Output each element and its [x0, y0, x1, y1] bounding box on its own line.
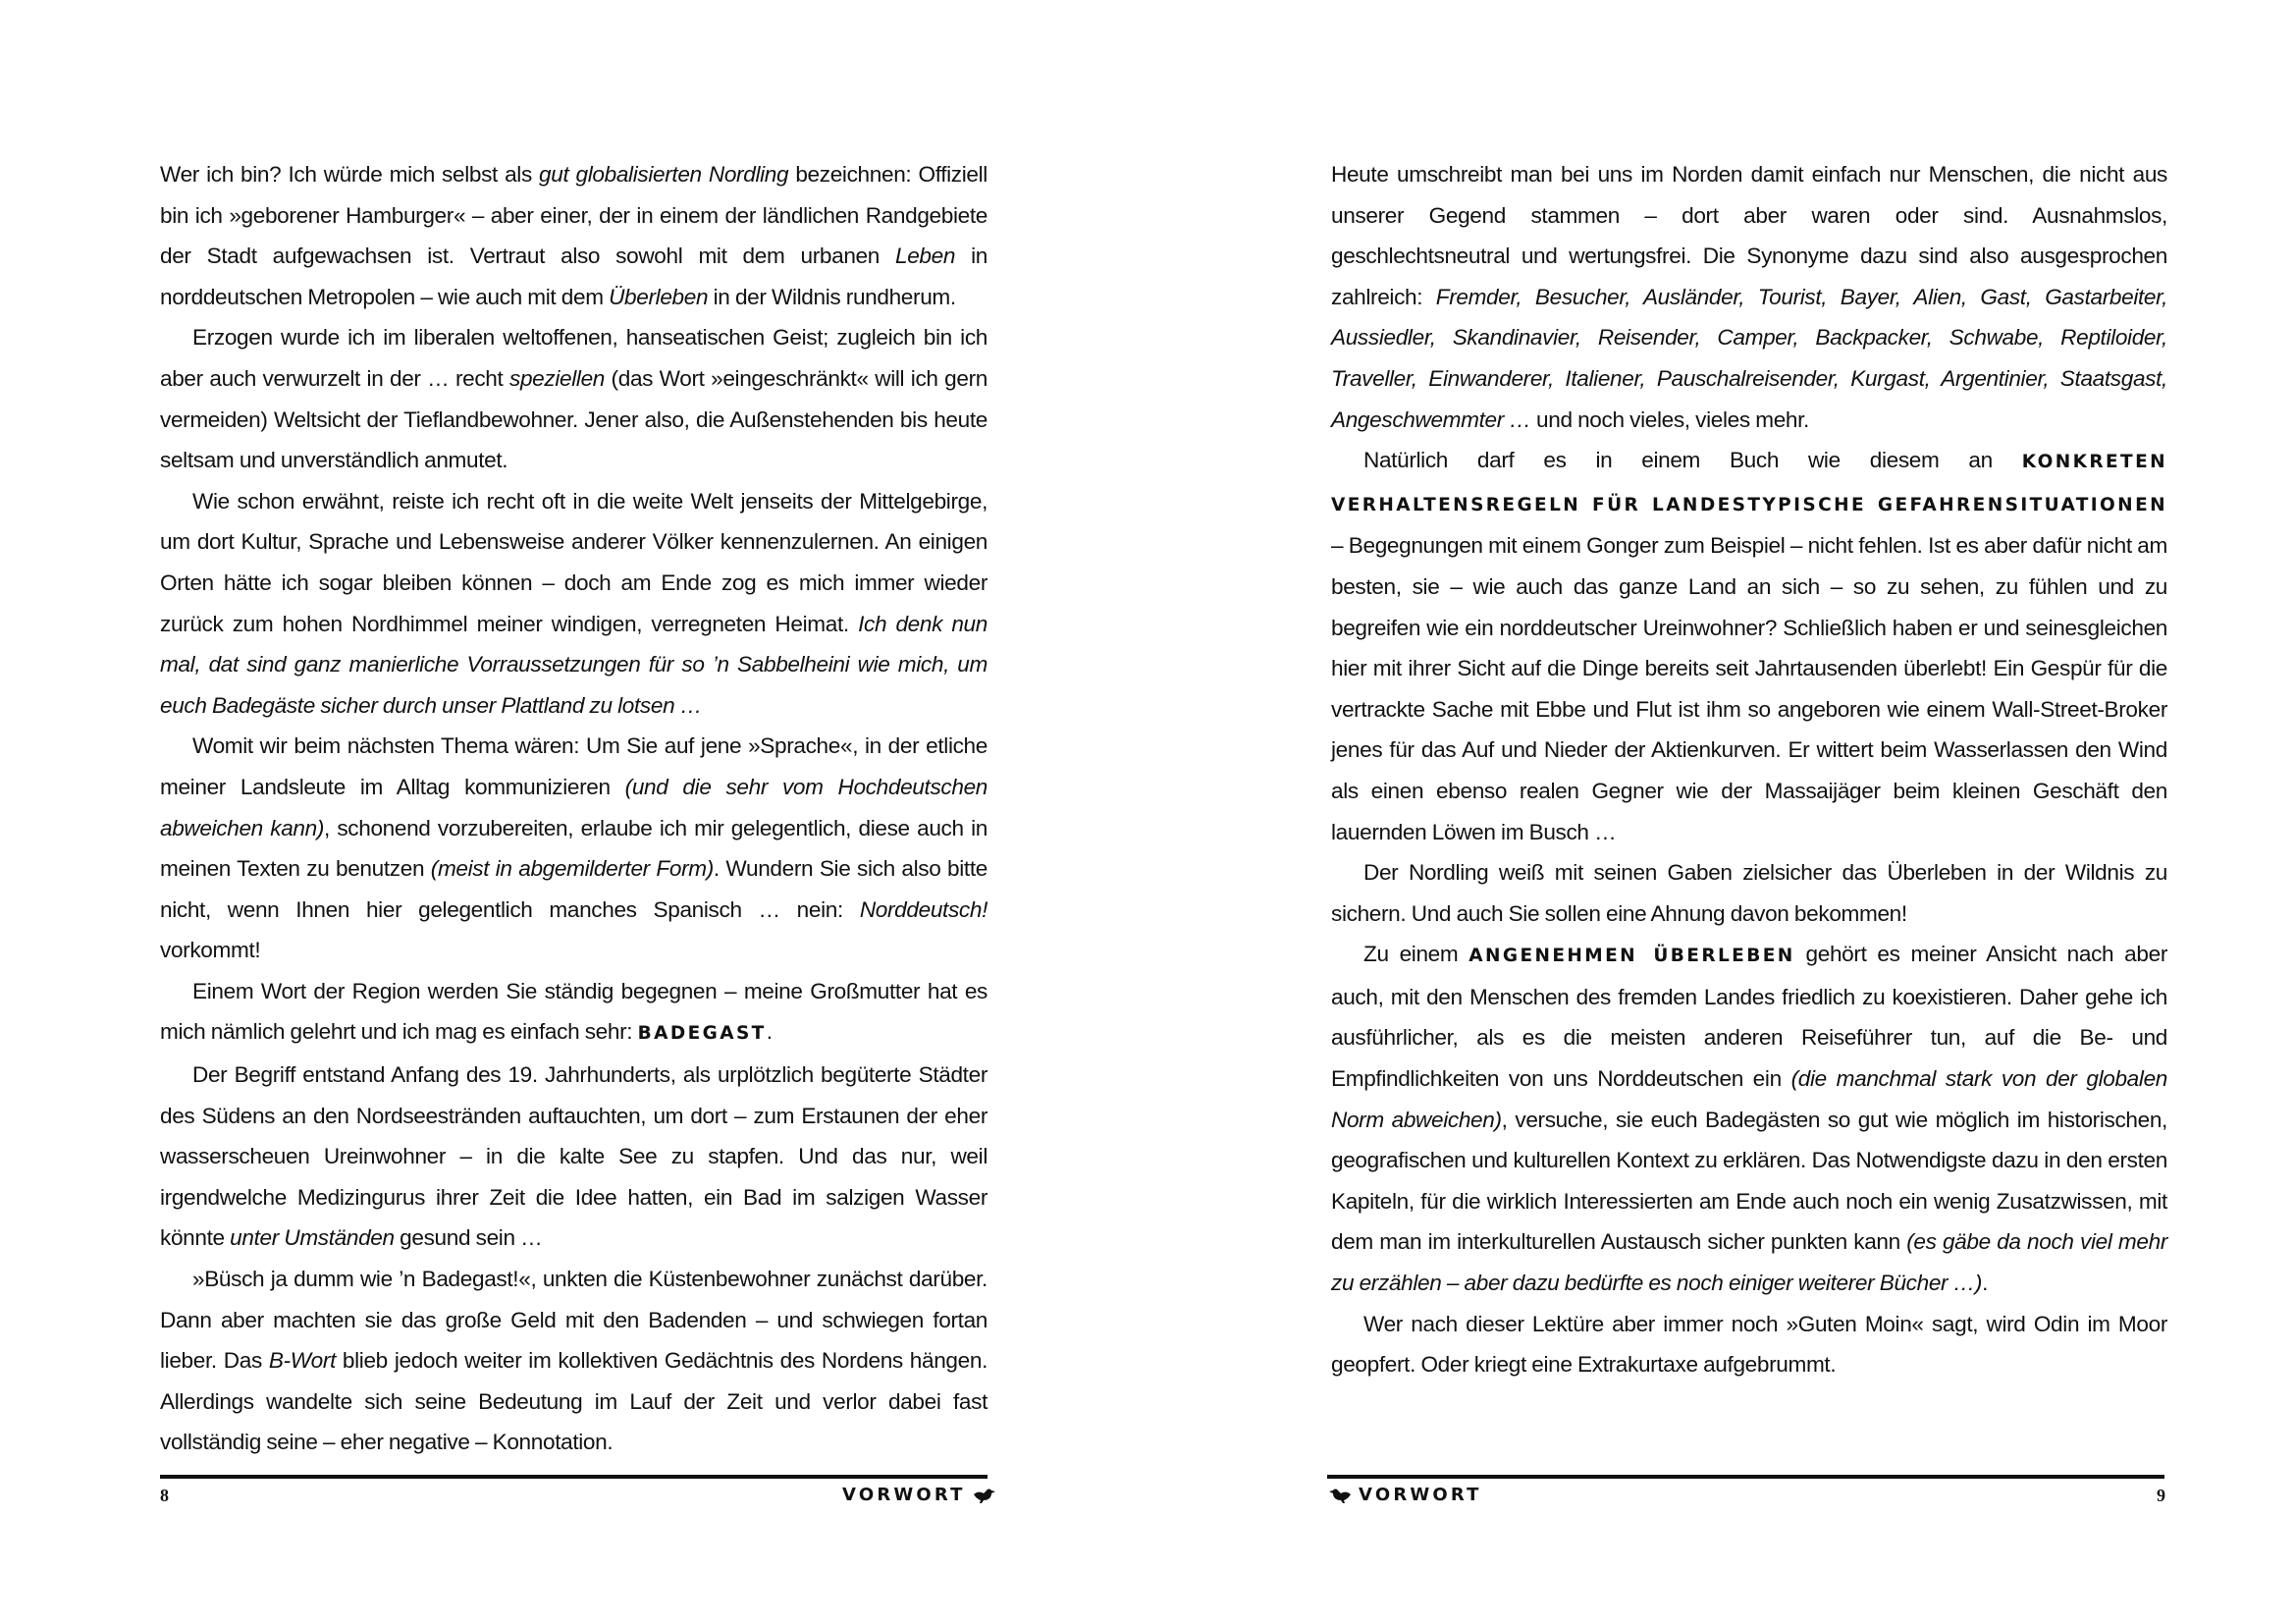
footer-rule — [1327, 1475, 2164, 1479]
text-run: Der Nordling weiß mit seinen Gaben zielsicher das Überleben in der Wildnis zu sichern. Und auch Sie sollen eine Ahnung davon bekommen! — [1331, 860, 2167, 926]
running-head — [842, 1485, 997, 1505]
text-run: Einem Wort der Region werden Sie ständig begegnen – meine Großmutter hat es mich nämlich gelehrt und ich mag es einfach sehr: — [160, 978, 988, 1045]
footer-rule — [160, 1475, 988, 1479]
text-run: Heute umschreibt man bei uns im Norden damit einfach nur Menschen, die nicht aus unserer Gegend stammen – dort aber waren oder sind. Ausnahmslos, geschlechtsneutral und wertungsfrei. Die Synonyme dazu sind also ausgesprochen zahlreich: — [1331, 162, 2167, 309]
text-run: und noch vieles, vieles mehr. — [1530, 406, 1809, 432]
text-run: , versuche, sie euch Badegästen so gut wie möglich im historischen, geografischen und kulturellen Kontext zu erklären. Das Notwendigste dazu in den ersten Kapiteln, für die wirklich Interessierten am Ende auch noch ein wenig Zusatzwissen, mit dem man im interkulturellen Austausch sicher punkten kann — [1331, 1107, 2167, 1255]
emphasis-caps: ANGENEHMEN ÜBERLEBEN — [1468, 946, 1795, 967]
left-body-text — [160, 154, 988, 1463]
page-number: 9 — [2157, 1486, 2165, 1505]
text-run: Natürlich darf es in einem Buch wie diesem an — [1363, 448, 2022, 473]
emphasis-italic: (es gäbe da noch viel mehr zu erzählen – aber dazu bedürfte es noch einiger weiterer Bücher …) — [1331, 1229, 2167, 1296]
right-body-text — [1331, 154, 2167, 1385]
emphasis-italic: gut globalisierten Nordling — [539, 162, 789, 187]
bird-icon — [1327, 1486, 1353, 1505]
paragraph — [160, 317, 988, 480]
text-run: . Wundern Sie sich also bitte nicht, wenn Ihnen hier gelegentlich manches Spanisch … nein: — [160, 856, 988, 922]
text-run: . — [1982, 1271, 1988, 1296]
emphasis-italic: Norddeutsch! — [859, 896, 988, 922]
paragraph — [160, 1055, 988, 1259]
emphasis-italic: (meist in abgemilderter Form) — [430, 856, 714, 882]
emphasis-italic: unter Umständen — [230, 1225, 395, 1251]
text-run: gehört es meiner Ansicht nach aber auch, mit den Menschen des fremden Landes friedlich zu koexistieren. Daher gehe ich ausführlicher, als es die meisten anderen Reiseführer tun, auf die Be- und Empfindlichkeiten von uns Norddeutschen ein — [1331, 942, 2167, 1092]
text-run: Der Begriff entstand Anfang des 19. Jahrhunderts, als urplötzlich begüterte Städter des Südens an den Nordseestränden auftauchten, um dort – zum Erstaunen der eher wasserscheuen Ureinwohner – in die kalte See zu stapfen. Und das nur, weil irgendwelche Medizingurus ihrer Zeit die Idee hatten, ein Bad im salzigen Wasser könnte — [160, 1062, 988, 1251]
paragraph — [1331, 1304, 2167, 1385]
paragraph — [160, 971, 988, 1055]
text-run: blieb jedoch weiter im kollektiven Gedächtnis des Nordens hängen. Allerdings wandelte sich seine Bedeutung im Lauf der Zeit und verlor dabei fast vollständig seine – eher negative – Konnotation. — [160, 1348, 988, 1455]
paragraph — [1331, 440, 2167, 852]
text-run: Womit wir beim nächsten Thema wären: Um Sie auf jene »Sprache«, in der etliche meiner Landsleute im Alltag kommunizieren — [160, 733, 988, 799]
paragraph — [160, 154, 988, 317]
emphasis-italic: Überleben — [609, 284, 709, 309]
right-page — [1148, 0, 2296, 1624]
paragraph — [160, 1259, 988, 1463]
emphasis-italic: (und die sehr vom Hochdeutschen abweichen kann) — [160, 774, 988, 840]
text-run: bezeichnen: Offiziell bin ich »geborener Hamburger« – aber einer, der in einem der ländlichen Randgebiete der Stadt aufgewachsen ist. Vertraut also sowohl mit dem urbanen — [160, 162, 988, 269]
text-run: Zu einem — [1363, 942, 1469, 967]
text-run: , schonend vorzubereiten, erlaube ich mir gelegentlich, diese auch in meinen Texten zu benutzen — [160, 815, 988, 882]
text-run: Wer nach dieser Lektüre aber immer noch »Guten Moin« sagt, wird Odin im Moor geopfert. Oder kriegt eine Extrakurtaxe aufgebrummt. — [1331, 1311, 2167, 1378]
text-run: (das Wort »eingeschränkt« will ich gern vermeiden) Weltsicht der Tieflandbewohner. Jener also, die Außenstehenden bis heute seltsam und unverständlich anmutet. — [160, 365, 988, 473]
page-number: 8 — [160, 1486, 169, 1505]
emphasis-caps: KONKRETEN VERHALTENSREGELN FÜR LANDESTYPISCHE GEFAHRENSITUATIONEN — [1331, 452, 2167, 515]
text-run: Wie schon erwähnt, reiste ich recht oft in die weite Welt jenseits der Mittelgebirge, um dort Kultur, Sprache und Lebensweise anderer Völker kennenzulernen. An einigen Orten hätte ich sogar bleiben können – doch am Ende zog es mich immer wieder zurück zum hohen Nordhimmel meiner windigen, verregneten Heimat. — [160, 488, 988, 636]
text-run: »Büsch ja dumm wie ’n Badegast!«, unkten die Küstenbewohner zunächst darüber. Dann aber machten sie das große Geld mit den Badenden – und schwiegen fortan lieber. Das — [160, 1267, 988, 1374]
emphasis-italic: Fremder, Besucher, Ausländer, Tourist, Bayer, Alien, Gast, Gastarbeiter, Aussiedler, Skandinavier, Reisender, Camper, Backpacker, Schwabe, Reptiloider, Traveller, Einwanderer, Italiener, Pauschalreisender, Kurgast, Argentinier, Staatsgast, Angeschwemmter … — [1331, 284, 2167, 432]
emphasis-italic: Ich denk nun mal, dat sind ganz manierliche Vorraussetzungen für so ’n Sabbelheini wie mich, um euch Badegäste sicher durch unser Plattland zu lotsen … — [160, 611, 988, 718]
emphasis-italic: speziellen — [509, 365, 605, 391]
bird-icon — [972, 1486, 997, 1505]
text-run: Wer ich bin? Ich würde mich selbst als — [160, 162, 540, 187]
emphasis-italic: B-Wort — [268, 1348, 336, 1374]
running-head-label: VORWORT — [842, 1485, 966, 1505]
paragraph — [1331, 934, 2167, 1303]
text-run: in norddeutschen Metropolen – wie auch mit dem — [160, 244, 988, 309]
text-run: Erzogen wurde ich im liberalen weltoffenen, hanseatischen Geist; zugleich bin ich aber auch verwurzelt in der … recht — [160, 325, 988, 391]
paragraph — [1331, 154, 2167, 440]
running-head — [1327, 1485, 1482, 1505]
text-run: . — [766, 1019, 773, 1045]
paragraph — [160, 726, 988, 971]
paragraph — [1331, 852, 2167, 934]
text-run: – Begegnungen mit einem Gonger zum Beispiel – nicht fehlen. Ist es aber dafür nicht am besten, sie – wie auch das ganze Land an sich – so zu sehen, zu fühlen und zu begreifen wie ein norddeutscher Ureinwohner? Schließlich haben er und seinesgleichen hier mit ihrer Sicht auf die Dinge bereits seit Jahrtausenden überlebt! Ein Gespür für die vertrackte Sache mit Ebbe und Flut ist ihm so angeboren wie einem Wall-Street-Broker jenes für das Auf und Nieder der Aktienkurven. Er wittert beim Wasserlassen den Wind als einen ebenso realen Gegner wie der Massaijäger beim kleinen Geschäft den lauernden Löwen im Busch … — [1331, 533, 2167, 844]
emphasis-caps: BADEGAST — [637, 1023, 767, 1045]
paragraph — [160, 481, 988, 727]
running-head-label: VORWORT — [1359, 1485, 1482, 1505]
text-run: vorkommt! — [160, 938, 261, 963]
emphasis-italic: (die manchmal stark von der globalen Norm abweichen) — [1331, 1066, 2167, 1132]
text-run: gesund sein … — [394, 1225, 543, 1251]
emphasis-italic: Leben — [895, 244, 956, 269]
text-run: in der Wildnis rundherum. — [708, 284, 956, 309]
